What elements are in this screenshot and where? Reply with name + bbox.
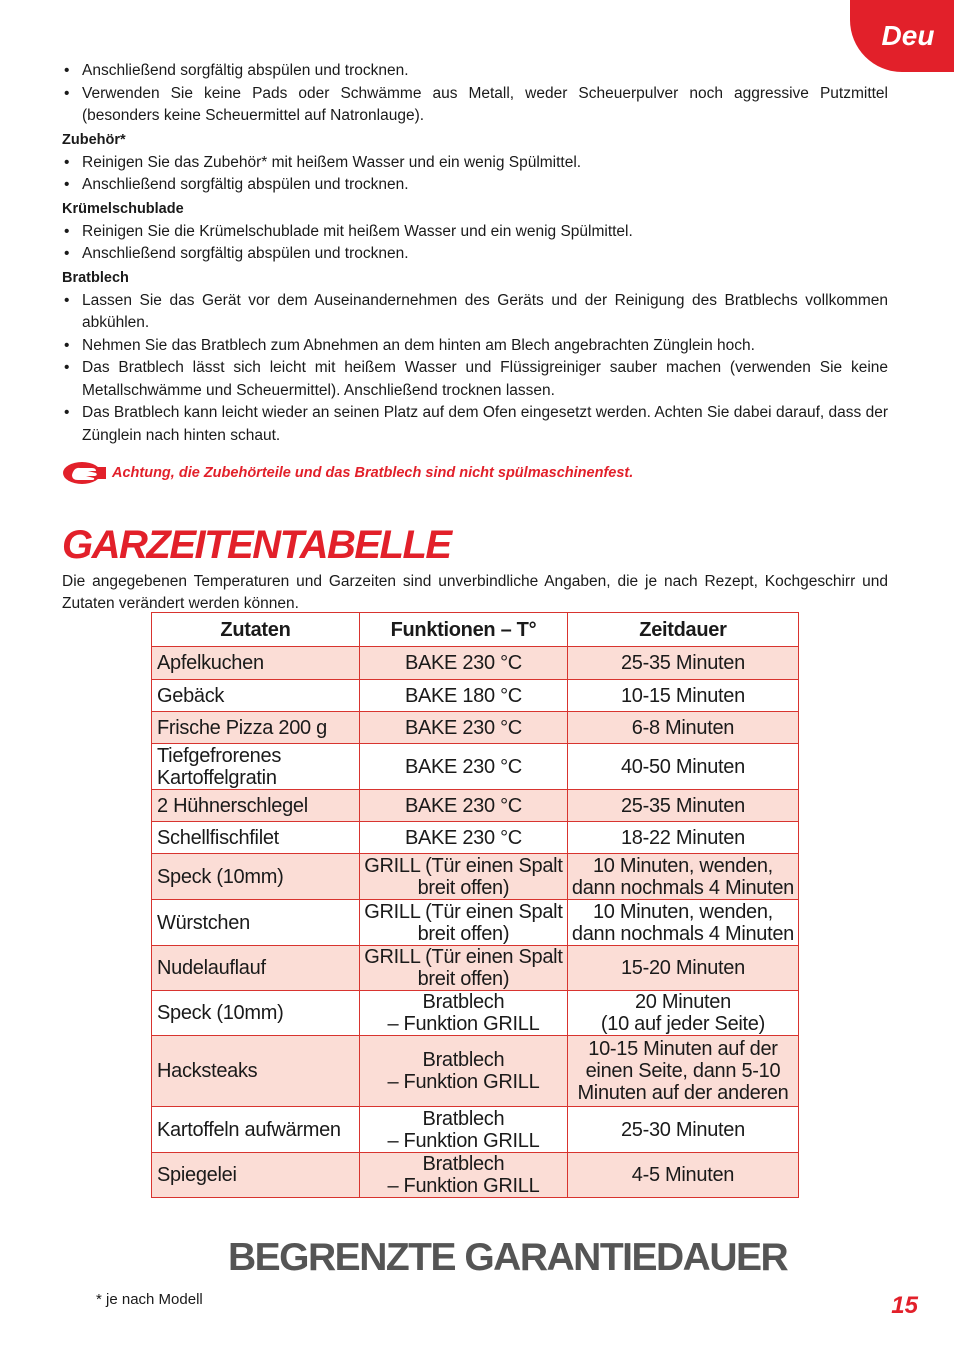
- cell-function: BAKE 230 °C: [359, 744, 567, 790]
- table-header-row: [152, 613, 799, 647]
- cell-duration: 40-50 Minuten: [567, 744, 798, 790]
- list-item: • Lassen Sie das Gerät vor dem Auseinandernehmen des Geräts und der Reinigung des Bratblechs vollkommen abkühlen.: [62, 290, 888, 335]
- main-content: [62, 60, 888, 615]
- table-row: [152, 946, 799, 991]
- list-item: • Das Bratblech kann leicht wieder an seinen Platz auf dem Ofen eingesetzt werden. Achten Sie dabei darauf, dass der Zünglein nach hinten schaut.: [62, 402, 888, 447]
- page-number: 15: [891, 1292, 918, 1319]
- table-row: [152, 1036, 799, 1107]
- table-row: [152, 854, 799, 900]
- cell-duration: 25-35 Minuten: [567, 790, 798, 822]
- list-item: • Anschließend sorgfältig abspülen und trocknen.: [62, 243, 888, 266]
- table-row: [152, 712, 799, 744]
- cell-function: BAKE 230 °C: [359, 822, 567, 854]
- cell-duration: 6-8 Minuten: [567, 712, 798, 744]
- cell-duration: 10-15 Minuten auf der einen Seite, dann 5-10 Minuten auf der anderen: [567, 1036, 798, 1107]
- cell-function: GRILL (Tür einen Spalt breit offen): [359, 900, 567, 946]
- cell-function: GRILL (Tür einen Spalt breit offen): [359, 854, 567, 900]
- cell-ingredient: Kartoffeln aufwärmen: [152, 1107, 360, 1153]
- list-item: • Anschließend sorgfältig abspülen und trocknen.: [62, 174, 888, 197]
- table-row: [152, 790, 799, 822]
- cell-duration: 10 Minuten, wenden, dann nochmals 4 Minuten: [567, 854, 798, 900]
- cell-duration: 15-20 Minuten: [567, 946, 798, 991]
- cell-ingredient: Nudelauflauf: [152, 946, 360, 991]
- header-ingredients: Zutaten: [152, 613, 360, 647]
- cell-duration: 25-35 Minuten: [567, 647, 798, 680]
- cell-function: Bratblech – Funktion GRILL: [359, 1036, 567, 1107]
- cell-ingredient: Hacksteaks: [152, 1036, 360, 1107]
- cooking-times-table: [151, 612, 799, 1198]
- crumb-tray-list: [62, 221, 888, 266]
- cell-duration: 25-30 Minuten: [567, 1107, 798, 1153]
- guarantee-title: BEGRENZTE GARANTIEDAUER: [228, 1236, 788, 1279]
- table-row: [152, 680, 799, 712]
- grill-plate-list: [62, 290, 888, 448]
- cell-function: BAKE 230 °C: [359, 647, 567, 680]
- cell-ingredient: Gebäck: [152, 680, 360, 712]
- cell-function: Bratblech – Funktion GRILL: [359, 1107, 567, 1153]
- warning-hand-icon: [62, 461, 108, 485]
- header-functions: Funktionen – T°: [359, 613, 567, 647]
- grill-plate-heading: Bratblech: [62, 269, 129, 286]
- cell-ingredient: Speck (10mm): [152, 854, 360, 900]
- cell-ingredient: Apfelkuchen: [152, 647, 360, 680]
- warning-text: Achtung, die Zubehörteile und das Bratblech sind nicht spülmaschinenfest.: [112, 465, 634, 481]
- cell-function: BAKE 230 °C: [359, 790, 567, 822]
- cell-duration: 20 Minuten (10 auf jeder Seite): [567, 991, 798, 1036]
- cell-function: Bratblech – Funktion GRILL: [359, 991, 567, 1036]
- list-item: • Reinigen Sie die Krümelschublade mit heißem Wasser und ein wenig Spülmittel.: [62, 221, 888, 244]
- table-body: [152, 647, 799, 1198]
- list-item: • Nehmen Sie das Bratblech zum Abnehmen an dem hinten am Blech angebrachten Zünglein hoch.: [62, 335, 888, 358]
- cell-duration: 10 Minuten, wenden, dann nochmals 4 Minuten: [567, 900, 798, 946]
- cell-ingredient: Frische Pizza 200 g: [152, 712, 360, 744]
- accessories-heading: Zubehör*: [62, 131, 126, 148]
- list-item: • Anschließend sorgfältig abspülen und trocknen.: [62, 60, 888, 83]
- crumb-tray-heading: Krümelschublade: [62, 200, 184, 217]
- cell-ingredient: Würstchen: [152, 900, 360, 946]
- cell-ingredient: 2 Hühnerschlegel: [152, 790, 360, 822]
- cell-ingredient: Spiegelei: [152, 1153, 360, 1198]
- cell-function: BAKE 230 °C: [359, 712, 567, 744]
- list-item: • Verwenden Sie keine Pads oder Schwämme aus Metall, weder Scheuerpulver noch aggressive Putzmittel (besonders keine Scheuermittel auf Natronlauge).: [62, 83, 888, 128]
- table-row: [152, 1107, 799, 1153]
- list-item: • Reinigen Sie das Zubehör* mit heißem Wasser und ein wenig Spülmittel.: [62, 152, 888, 175]
- cell-duration: 18-22 Minuten: [567, 822, 798, 854]
- table-row: [152, 822, 799, 854]
- table-row: [152, 991, 799, 1036]
- cell-ingredient: Schellfischfilet: [152, 822, 360, 854]
- table-row: [152, 744, 799, 790]
- language-label: Deu: [881, 20, 935, 51]
- cell-duration: 10-15 Minuten: [567, 680, 798, 712]
- cooking-table-title: GARZEITENTABELLE: [62, 523, 451, 567]
- table-row: [152, 647, 799, 680]
- warning-note: [62, 461, 888, 485]
- list-item: • Das Bratblech lässt sich leicht mit heißem Wasser und Flüssigreiniger sauber machen (verwenden Sie keine Metallschwämme und Scheuermittel). Anschließend trocknen lassen.: [62, 357, 888, 402]
- footnote: * je nach Modell: [96, 1291, 203, 1308]
- table-row: [152, 900, 799, 946]
- cell-ingredient: Tiefgefrorenes Kartoffelgratin: [152, 744, 360, 790]
- cell-function: BAKE 180 °C: [359, 680, 567, 712]
- accessories-list: [62, 152, 888, 197]
- header-duration: Zeitdauer: [567, 613, 798, 647]
- cleaning-intro-list: [62, 60, 888, 128]
- cell-function: GRILL (Tür einen Spalt breit offen): [359, 946, 567, 991]
- table-row: [152, 1153, 799, 1198]
- cell-duration: 4-5 Minuten: [567, 1153, 798, 1198]
- cell-function: Bratblech – Funktion GRILL: [359, 1153, 567, 1198]
- cell-ingredient: Speck (10mm): [152, 991, 360, 1036]
- cooking-table-intro: Die angegebenen Temperaturen und Garzeiten sind unverbindliche Angaben, die je nach Rezept, Kochgeschirr und Zutaten verändert werden können.: [62, 573, 888, 612]
